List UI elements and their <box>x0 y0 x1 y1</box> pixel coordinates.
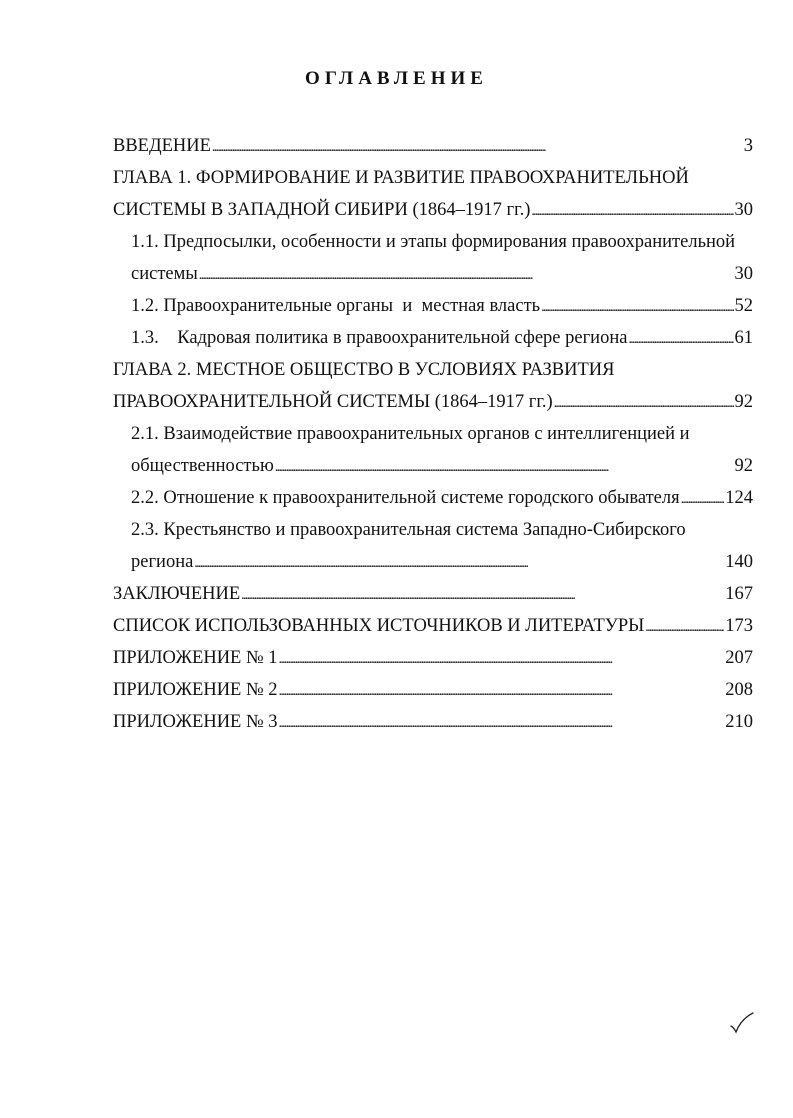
toc-chapter-1-line1[interactable]: ГЛАВА 1. ФОРМИРОВАНИЕ И РАЗВИТИЕ ПРАВООХРАНИТЕЛЬНОЙ <box>113 168 689 188</box>
toc-section-1-1-line1[interactable]: 1.1. Предпосылки, особенности и этапы формирования правоохранительной <box>131 232 736 252</box>
toc-entry-title: 1.3. Кадровая политика в правоохранительной сфере региона <box>131 328 628 348</box>
leader-dots <box>279 647 725 671</box>
toc-entry-section-2-2[interactable] <box>131 487 753 511</box>
leader-dots <box>199 263 734 287</box>
toc-page-number: 207 <box>725 648 753 668</box>
toc-entry-title: СИСТЕМЫ В ЗАПАДНОЙ СИБИРИ (1864–1917 гг.) <box>113 200 531 220</box>
toc-entry-chapter-2[interactable] <box>113 391 753 415</box>
toc-page-number: 30 <box>734 264 753 284</box>
toc-page-number: 140 <box>725 552 753 572</box>
toc-section-2-3-line1[interactable]: 2.3. Крестьянство и правоохранительная система Западно-Сибирского <box>131 520 686 540</box>
toc-page-number: 210 <box>725 712 753 732</box>
leader-dots <box>212 135 743 159</box>
toc-entry-section-1-2[interactable] <box>131 295 753 319</box>
leader-dots <box>628 327 733 351</box>
toc-entry-title: ПРИЛОЖЕНИЕ № 3 <box>113 712 278 732</box>
toc-entry-bibliography[interactable] <box>113 615 753 639</box>
toc-entry-appendix-2[interactable] <box>113 679 753 703</box>
toc-chapter-2-line1[interactable]: ГЛАВА 2. МЕСТНОЕ ОБЩЕСТВО В УСЛОВИЯХ РАЗВИТИЯ <box>113 360 615 380</box>
toc-entry-conclusion[interactable] <box>113 583 753 607</box>
toc-entry-appendix-1[interactable] <box>113 647 753 671</box>
toc-entry-title: ПРИЛОЖЕНИЕ № 2 <box>113 680 278 700</box>
toc-entry-title: общественностью <box>131 456 274 476</box>
leader-dots <box>681 487 725 511</box>
leader-dots <box>645 615 724 639</box>
toc-entry-title: региона <box>131 552 194 572</box>
toc-page-number: 30 <box>734 200 753 220</box>
leader-dots <box>541 295 733 319</box>
leader-dots <box>279 679 725 703</box>
leader-dots <box>279 711 725 735</box>
toc-page-number: 52 <box>734 296 753 316</box>
toc-section-2-1-line1[interactable]: 2.1. Взаимодействие правоохранительных органов с интеллигенцией и <box>131 424 690 444</box>
toc-entry-title: 2.2. Отношение к правоохранительной системе городского обывателя <box>131 488 680 508</box>
toc-entry-section-2-1[interactable] <box>131 455 753 479</box>
leader-dots <box>194 551 724 575</box>
toc-page-number: 92 <box>734 392 753 412</box>
toc-entry-introduction[interactable] <box>113 135 753 159</box>
toc-page-number: 3 <box>743 136 753 156</box>
toc-page-number: 173 <box>725 616 753 636</box>
leader-dots <box>554 391 734 415</box>
toc-entry-title: ЗАКЛЮЧЕНИЕ <box>113 584 241 604</box>
toc-entry-appendix-3[interactable] <box>113 711 753 735</box>
toc-entry-section-1-3[interactable] <box>131 327 753 351</box>
toc-entry-section-2-3[interactable] <box>131 551 753 575</box>
check-mark-icon <box>729 1012 755 1034</box>
page-title: ОГЛАВЛЕНИЕ <box>305 68 488 89</box>
toc-page-number: 124 <box>725 488 753 508</box>
toc-page-number: 92 <box>734 456 753 476</box>
toc-page-number: 208 <box>725 680 753 700</box>
toc-page-number: 61 <box>734 328 753 348</box>
toc-entry-title: СПИСОК ИСПОЛЬЗОВАННЫХ ИСТОЧНИКОВ И ЛИТЕРАТУРЫ <box>113 616 645 636</box>
toc-entry-chapter-1[interactable] <box>113 199 753 223</box>
toc-entry-section-1-1[interactable] <box>131 263 753 287</box>
toc-entry-title: системы <box>131 264 198 284</box>
leader-dots <box>531 199 733 223</box>
toc-entry-title: ПРИЛОЖЕНИЕ № 1 <box>113 648 278 668</box>
toc-entry-title: ПРАВООХРАНИТЕЛЬНОЙ СИСТЕМЫ (1864–1917 гг.) <box>113 392 553 412</box>
leader-dots <box>275 455 734 479</box>
toc-entry-title: 1.2. Правоохранительные органы и местная власть <box>131 296 541 316</box>
leader-dots <box>241 583 724 607</box>
toc-page-number: 167 <box>725 584 753 604</box>
toc-entry-title: ВВЕДЕНИЕ <box>113 136 211 156</box>
